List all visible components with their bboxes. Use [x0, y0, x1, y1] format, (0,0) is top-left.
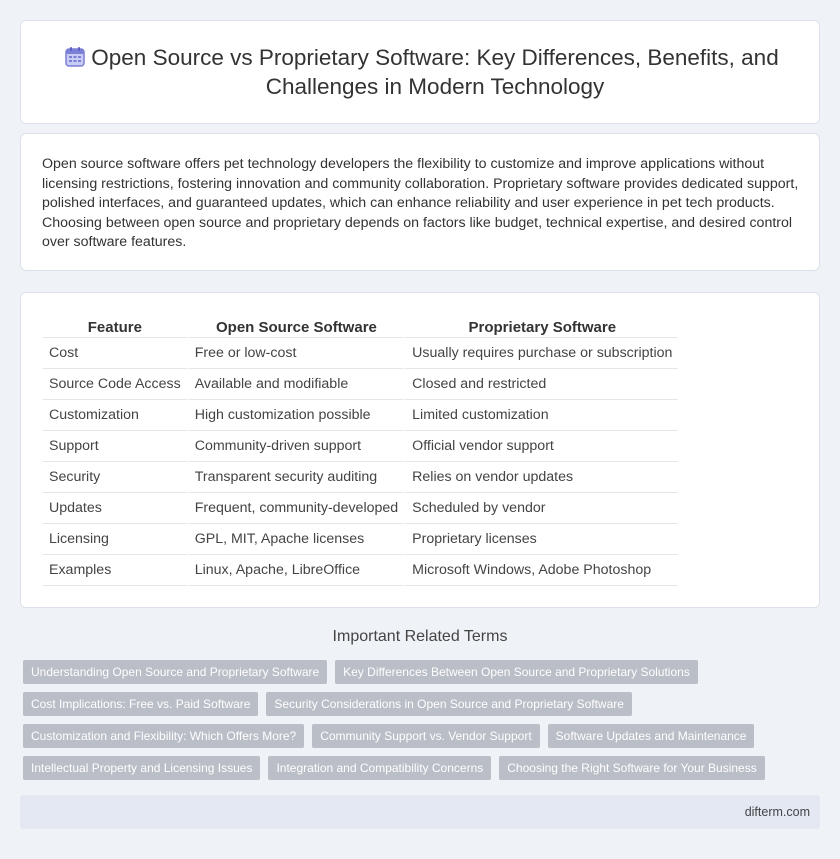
comparison-table: [43, 316, 678, 586]
feature-cell: Cost: [43, 338, 187, 369]
table-row: [43, 338, 678, 369]
header-open-source: Open Source Software: [187, 316, 404, 338]
open-source-cell: Community-driven support: [187, 431, 404, 462]
term-tag[interactable]: Security Considerations in Open Source and Proprietary Software: [266, 692, 632, 716]
page-title: Open Source vs Proprietary Software: Key Differences, Benefits, and Challenges in Modern Technology: [91, 45, 779, 99]
open-source-cell: Frequent, community-developed: [187, 493, 404, 524]
header-feature: Feature: [43, 316, 187, 338]
term-row: [23, 724, 783, 748]
term-row: [23, 756, 783, 780]
table-row: [43, 369, 678, 400]
footer: [20, 795, 820, 829]
proprietary-cell: Official vendor support: [404, 431, 678, 462]
proprietary-cell: Scheduled by vendor: [404, 493, 678, 524]
open-source-cell: Transparent security auditing: [187, 462, 404, 493]
proprietary-cell: Closed and restricted: [404, 369, 678, 400]
term-tag[interactable]: Key Differences Between Open Source and Proprietary Solutions: [335, 660, 698, 684]
table-row: [43, 462, 678, 493]
proprietary-cell: Relies on vendor updates: [404, 462, 678, 493]
title-card: [20, 20, 820, 124]
related-terms-heading: Important Related Terms: [332, 628, 508, 645]
term-tag[interactable]: Community Support vs. Vendor Support: [312, 724, 539, 748]
table-row: [43, 431, 678, 462]
term-row: [23, 692, 783, 716]
feature-cell: Customization: [43, 400, 187, 431]
proprietary-cell: Proprietary licenses: [404, 524, 678, 555]
comparison-card: [20, 292, 820, 608]
term-row: [23, 660, 783, 684]
table-row: [43, 493, 678, 524]
term-tag[interactable]: Choosing the Right Software for Your Business: [499, 756, 764, 780]
table-row: [43, 555, 678, 586]
feature-cell: Examples: [43, 555, 187, 586]
feature-cell: Licensing: [43, 524, 187, 555]
proprietary-cell: Usually requires purchase or subscription: [404, 338, 678, 369]
table-row: [43, 524, 678, 555]
term-tag[interactable]: Integration and Compatibility Concerns: [268, 756, 491, 780]
footer-site-link[interactable]: difterm.com: [744, 805, 810, 819]
term-tag[interactable]: Cost Implications: Free vs. Paid Software: [23, 692, 258, 716]
intro-paragraph: Open source software offers pet technology developers the flexibility to customize and improve applications without licensing restrictions, fostering innovation and community collaboration. Proprietary software provides dedicated support, polished interfaces, and guaranteed updates, which can enhance reliability and user experience in pet tech products. Choosing between open source and proprietary depends on factors like budget, technical expertise, and desired control over software features.: [42, 156, 799, 251]
term-tag[interactable]: Customization and Flexibility: Which Offers More?: [23, 724, 304, 748]
open-source-cell: High customization possible: [187, 400, 404, 431]
table-header-row: [43, 316, 678, 338]
term-tag[interactable]: Software Updates and Maintenance: [548, 724, 755, 748]
feature-cell: Updates: [43, 493, 187, 524]
term-tag[interactable]: Understanding Open Source and Proprietary Software: [23, 660, 327, 684]
open-source-cell: GPL, MIT, Apache licenses: [187, 524, 404, 555]
feature-cell: Security: [43, 462, 187, 493]
table-row: [43, 400, 678, 431]
header-proprietary: Proprietary Software: [404, 316, 678, 338]
proprietary-cell: Limited customization: [404, 400, 678, 431]
open-source-cell: Linux, Apache, LibreOffice: [187, 555, 404, 586]
feature-cell: Source Code Access: [43, 369, 187, 400]
term-tag[interactable]: Intellectual Property and Licensing Issues: [23, 756, 260, 780]
open-source-cell: Free or low-cost: [187, 338, 404, 369]
feature-cell: Support: [43, 431, 187, 462]
related-terms-list: [23, 660, 783, 788]
intro-card: [20, 133, 820, 271]
open-source-cell: Available and modifiable: [187, 369, 404, 400]
proprietary-cell: Microsoft Windows, Adobe Photoshop: [404, 555, 678, 586]
